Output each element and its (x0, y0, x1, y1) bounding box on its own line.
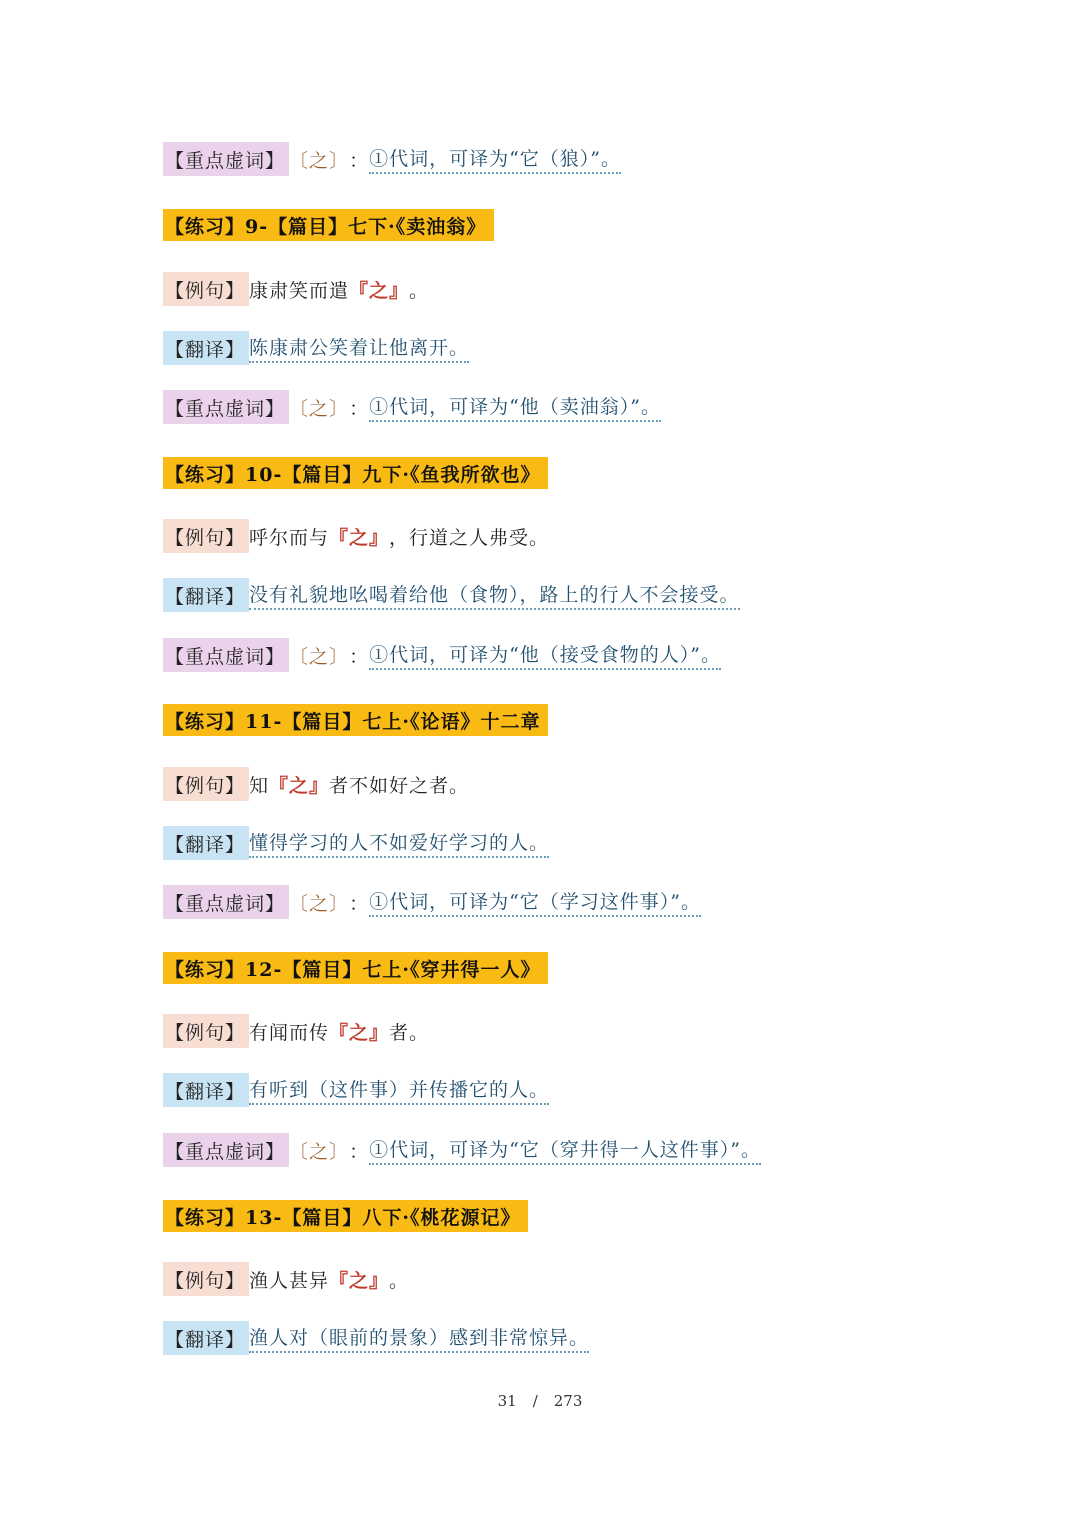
example-line (163, 767, 469, 801)
bracket-open: 〔 (289, 1140, 310, 1163)
key-word-line (163, 1133, 761, 1167)
key-word-tag: 【重点虚词】 (163, 885, 289, 919)
example-keyword: 『之』 (269, 774, 330, 797)
translation-line (163, 826, 549, 860)
example-keyword: 『之』 (329, 1269, 390, 1292)
example-tag: 【例句】 (163, 767, 249, 801)
example-text-end: 者。 (389, 1021, 430, 1044)
colon: ： (349, 892, 370, 915)
page-separator: / (532, 1392, 538, 1410)
example-keyword: 『之』 (329, 1021, 390, 1044)
example-text: 有闻而传 (249, 1021, 330, 1044)
total-pages: 273 (553, 1392, 583, 1410)
example-line (163, 519, 549, 553)
key-word-line (163, 390, 661, 424)
colon: ： (349, 149, 370, 172)
translation-line (163, 1321, 589, 1355)
bracket-close: 〕 (329, 645, 350, 668)
translation-tag: 【翻译】 (163, 1073, 249, 1107)
exercise-heading: 【练习】13-【篇目】八下·《桃花源记》 (163, 1200, 528, 1232)
exercise-heading: 【练习】12-【篇目】七上·《穿井得一人》 (163, 952, 548, 984)
key-word-tag: 【重点虚词】 (163, 142, 289, 176)
exercise-heading: 【练习】10-【篇目】九下·《鱼我所欲也》 (163, 457, 548, 489)
example-text-end: ，行道之人弗受。 (389, 526, 550, 549)
key-word-line (163, 142, 621, 176)
key-word-tag: 【重点虚词】 (163, 1133, 289, 1167)
example-text: 渔人甚异 (249, 1269, 330, 1292)
key-word: 之 (309, 149, 330, 172)
translation-line (163, 1073, 549, 1107)
translation-tag: 【翻译】 (163, 1321, 249, 1355)
bracket-close: 〕 (329, 149, 350, 172)
translation-tag: 【翻译】 (163, 331, 249, 365)
key-word: 之 (309, 1140, 330, 1163)
key-word: 之 (309, 645, 330, 668)
example-line (163, 1014, 429, 1048)
example-tag: 【例句】 (163, 1014, 249, 1048)
example-keyword: 『之』 (329, 526, 390, 549)
bracket-close: 〕 (329, 397, 350, 420)
translation-text: 渔人对（眼前的景象）感到非常惊异。 (249, 1323, 589, 1353)
key-word-explanation: ①代词，可译为“它（穿井得一人这件事）”。 (369, 1135, 761, 1165)
key-word-explanation: ①代词，可译为“它（学习这件事）”。 (369, 887, 701, 917)
example-text: 康肃笑而遣 (249, 279, 350, 302)
key-word-explanation: ①代词，可译为“他（接受食物的人）”。 (369, 640, 721, 670)
key-word-tag: 【重点虚词】 (163, 390, 289, 424)
key-word-tag: 【重点虚词】 (163, 638, 289, 672)
translation-line (163, 331, 469, 365)
translation-text: 有听到（这件事）并传播它的人。 (249, 1075, 549, 1105)
colon: ： (349, 645, 370, 668)
example-text-end: 者不如好之者。 (329, 774, 470, 797)
example-text-end: 。 (409, 279, 430, 302)
translation-text: 没有礼貌地吆喝着给他（食物），路上的行人不会接受。 (249, 580, 740, 610)
key-word: 之 (309, 397, 330, 420)
key-word: 之 (309, 892, 330, 915)
colon: ： (349, 1140, 370, 1163)
exercise-heading: 【练习】9-【篇目】七下·《卖油翁》 (163, 209, 494, 241)
translation-tag: 【翻译】 (163, 578, 249, 612)
key-word-line (163, 638, 721, 672)
bracket-close: 〕 (329, 1140, 350, 1163)
colon: ： (349, 397, 370, 420)
example-line (163, 1262, 409, 1296)
example-text: 呼尔而与 (249, 526, 330, 549)
translation-text: 陈康肃公笑着让他离开。 (249, 333, 469, 363)
example-text: 知 (249, 774, 270, 797)
bracket-open: 〔 (289, 892, 310, 915)
example-tag: 【例句】 (163, 519, 249, 553)
bracket-close: 〕 (329, 892, 350, 915)
example-keyword: 『之』 (349, 279, 410, 302)
bracket-open: 〔 (289, 149, 310, 172)
exercise-heading: 【练习】11-【篇目】七上·《论语》十二章 (163, 704, 548, 736)
translation-line (163, 578, 740, 612)
bracket-open: 〔 (289, 645, 310, 668)
key-word-explanation: ①代词，可译为“它（狼）”。 (369, 144, 621, 174)
translation-text: 懂得学习的人不如爱好学习的人。 (249, 828, 549, 858)
translation-tag: 【翻译】 (163, 826, 249, 860)
example-text-end: 。 (389, 1269, 410, 1292)
current-page: 31 (497, 1392, 517, 1410)
bracket-open: 〔 (289, 397, 310, 420)
example-tag: 【例句】 (163, 272, 249, 306)
key-word-explanation: ①代词，可译为“他（卖油翁）”。 (369, 392, 661, 422)
page-number (0, 1392, 1080, 1410)
key-word-line (163, 885, 701, 919)
example-line (163, 272, 429, 306)
example-tag: 【例句】 (163, 1262, 249, 1296)
